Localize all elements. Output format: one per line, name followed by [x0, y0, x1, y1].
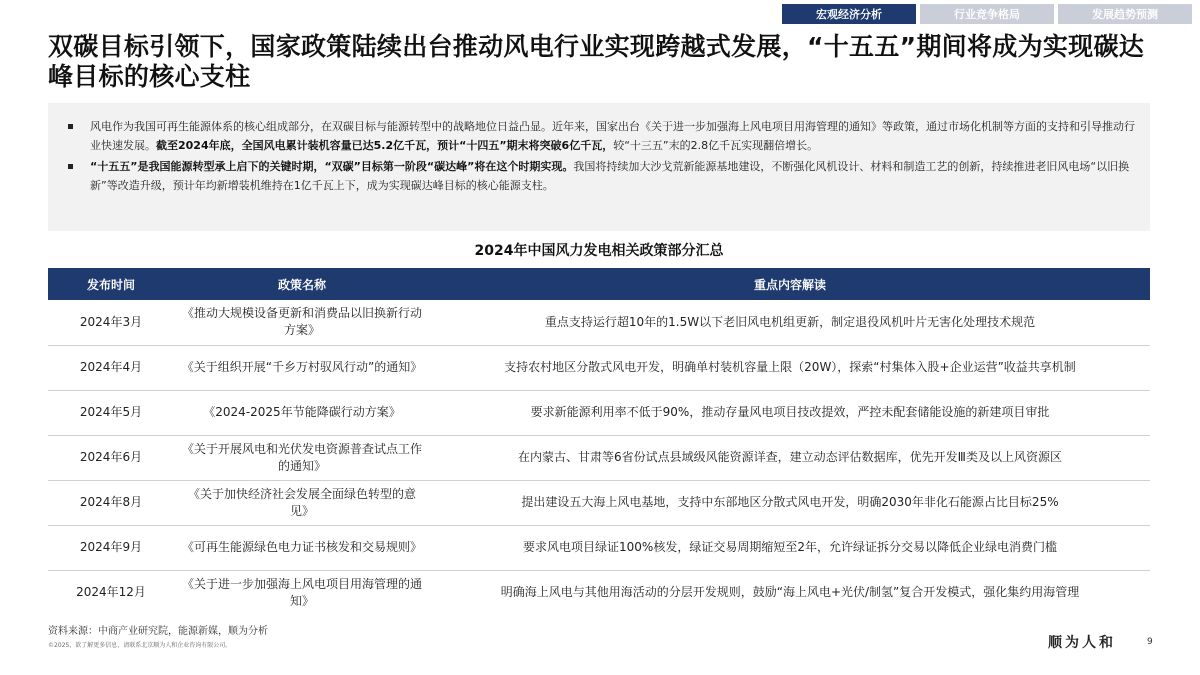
header-key-content: 重点内容解读 — [430, 268, 1150, 300]
bullet-1-highlight: 截至2024年底，全国风电累计装机容量已达5.2亿千瓦，预计“十四五”期末将突破6亿千瓦， — [156, 139, 614, 152]
cell-key-content: 要求风电项目绿证100%核发，绿证交易周期缩短至2年，允许绿证拆分交易以降低企业绿电消费门槛 — [430, 525, 1150, 570]
bullet-icon — [68, 124, 73, 129]
cell-date: 2024年9月 — [48, 525, 174, 570]
cell-policy-name: 《关于组织开展“千乡万村驭风行动”的通知》 — [174, 345, 430, 390]
summary-box — [48, 103, 1150, 231]
bullet-1-text-end: 较“十三五”末的2.8亿千瓦实现翻倍增长。 — [613, 139, 819, 152]
table-row — [48, 525, 1150, 570]
cell-date: 2024年8月 — [48, 480, 174, 525]
cell-date: 2024年6月 — [48, 435, 174, 480]
cell-date: 2024年4月 — [48, 345, 174, 390]
cell-date: 2024年3月 — [48, 300, 174, 345]
summary-bullet-2 — [62, 157, 1136, 195]
policy-table — [48, 268, 1150, 615]
company-logo: 顺为人和 — [1048, 635, 1116, 651]
table-row — [48, 345, 1150, 390]
table-row — [48, 480, 1150, 525]
section-tabs — [782, 4, 1192, 24]
header-date: 发布时间 — [48, 268, 174, 300]
bullet-1-text: 风电作为我国可再生能源体系的核心组成部分，在双碳目标与能源转型中的战略地位日益凸显。近年来，国家出台《关于进一步加强海上风电项目用海管理的通知》等政策，通过市场化机制等方面的支持和引导推动行业快速发展。 — [90, 120, 1135, 152]
bullet-2-text: 我国将持续加大沙戈荒新能源基地建设，不断强化风机设计、材料和制造工艺的创新，持续推进老旧风电场“以旧换新”等改造升级，预计年均新增装机维持在1亿千瓦上下，成为实现碳达峰目标的核心能源支柱。 — [90, 160, 1130, 192]
data-source: 资料来源：中商产业研究院，能源新媒，顺为分析 — [48, 626, 268, 637]
copyright-notice: ©2025，欲了解更多信息，请联系北京顺为人和企业咨询有限公司。 — [48, 642, 232, 649]
table-row — [48, 435, 1150, 480]
page-number: 9 — [1147, 637, 1153, 647]
cell-key-content: 明确海上风电与其他用海活动的分层开发规则，鼓励“海上风电+光伏/制氢”复合开发模式，强化集约用海管理 — [500, 585, 1080, 600]
cell-key-content: 提出建设五大海上风电基地，支持中东部地区分散式风电开发，明确2030年非化石能源占比目标25% — [430, 480, 1150, 525]
tab-competition[interactable]: 行业竞争格局 — [920, 4, 1054, 24]
tab-trend-forecast[interactable]: 发展趋势预测 — [1058, 4, 1192, 24]
table-row — [48, 300, 1150, 345]
cell-policy-name: 《关于进一步加强海上风电项目用海管理的通知》 — [181, 576, 422, 608]
cell-date: 2024年5月 — [48, 390, 174, 435]
header-policy-name: 政策名称 — [174, 268, 430, 300]
cell-key-content: 要求新能源利用率不低于90%，推动存量风电项目技改提效，严控未配套储能设施的新建项目审批 — [430, 390, 1150, 435]
cell-policy-name: 《2024-2025年节能降碳行动方案》 — [174, 390, 430, 435]
table-header-row — [48, 268, 1150, 300]
cell-policy-name: 《推动大规模设备更新和消费品以旧换新行动方案》 — [174, 300, 430, 345]
cell-policy-name: 《关于加快经济社会发展全面绿色转型的意见》 — [174, 480, 430, 525]
cell-policy-name: 《关于开展风电和光伏发电资源普查试点工作的通知》 — [174, 435, 430, 480]
bullet-icon — [68, 164, 73, 169]
table-row — [48, 390, 1150, 435]
table-row — [48, 570, 1150, 615]
cell-key-content: 支持农村地区分散式风电开发，明确单村装机容量上限（20W），探索“村集体入股+企业运营”收益共享机制 — [430, 345, 1150, 390]
cell-key-content: 重点支持运行超10年的1.5W以下老旧风电机组更新，制定退役风机叶片无害化处理技术规范 — [430, 300, 1150, 345]
cell-date: 2024年12月 — [76, 585, 146, 600]
cell-key-content: 在内蒙古、甘肃等6省份试点县域级风能资源详查，建立动态评估数据库，优先开发Ⅲ类及以上风资源区 — [430, 435, 1150, 480]
page-title: 双碳目标引领下，国家政策陆续出台推动风电行业实现跨越式发展，“十五五”期间将成为实现碳达峰目标的核心支柱 — [48, 32, 1145, 91]
tab-macro-analysis[interactable]: 宏观经济分析 — [782, 4, 916, 24]
bullet-2-highlight: “十五五”是我国能源转型承上启下的关键时期，“双碳”目标第一阶段“碳达峰”将在这个时期实现。 — [90, 160, 574, 173]
table-title: 2024年中国风力发电相关政策部分汇总 — [474, 243, 724, 259]
cell-policy-name: 《可再生能源绿色电力证书核发和交易规则》 — [174, 525, 430, 570]
summary-bullet-1 — [62, 117, 1136, 155]
